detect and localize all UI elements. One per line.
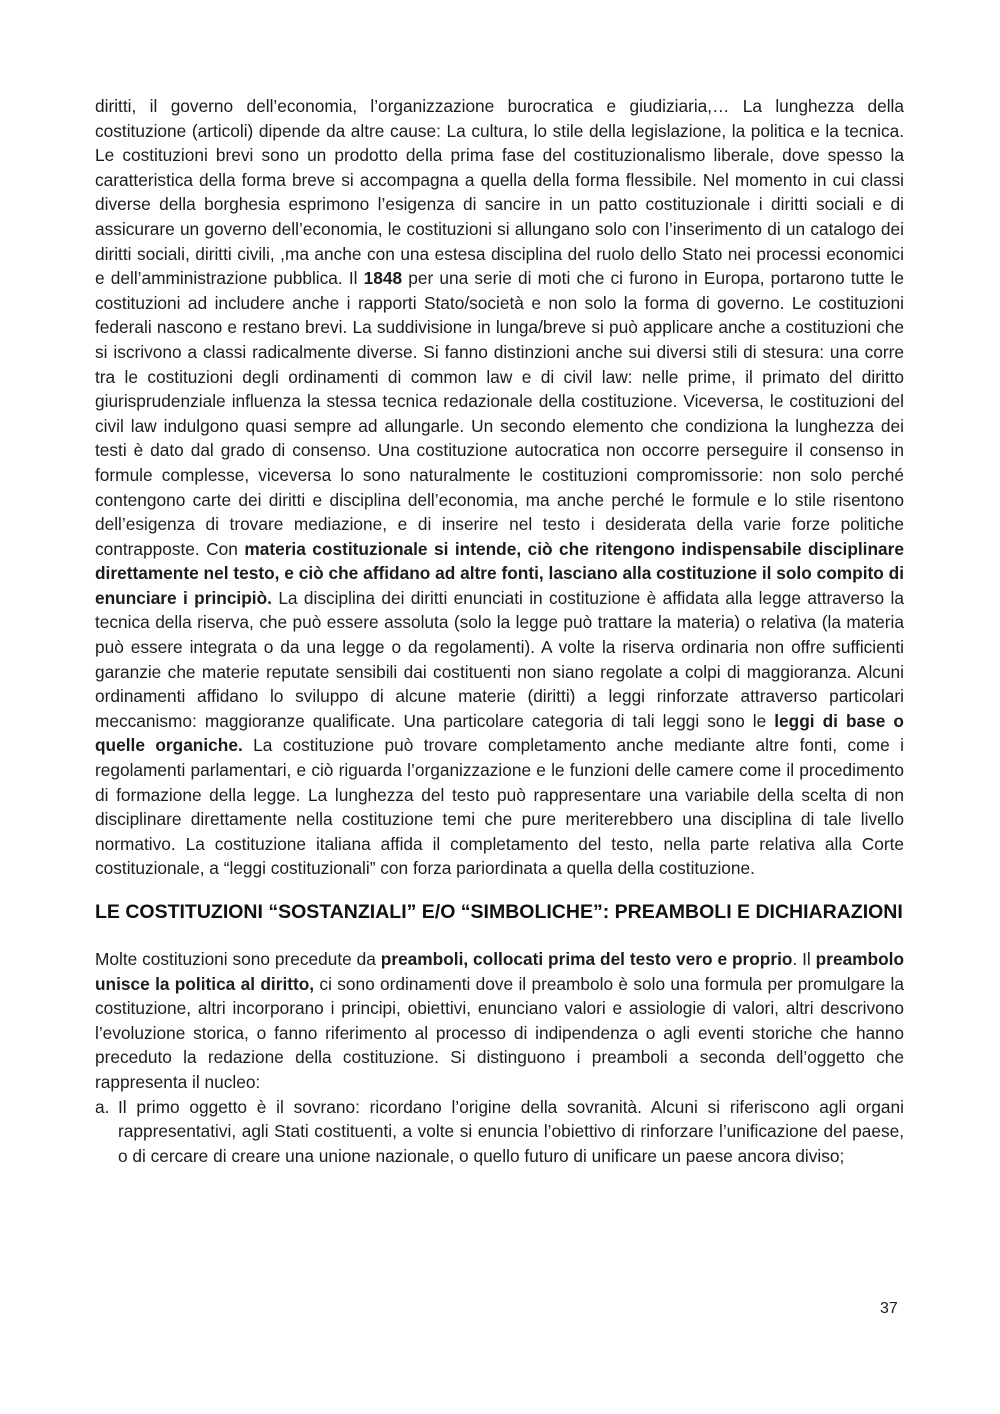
- body-paragraph: [95, 94, 904, 881]
- bold-text-run: preamboli, collocati prima del testo vero e proprio: [380, 949, 793, 969]
- bold-text-run: 1848: [363, 268, 403, 289]
- text-run: Molte costituzioni sono precedute da: [95, 949, 381, 969]
- lettered-list: [95, 1095, 904, 1169]
- text-run: La disciplina dei diritti enunciati in costituzione è affidata alla legge attraverso la tecnica della riserva, che può essere assoluta (solo la legge può trattare la materia) o relativa (la materia può essere integrata o da una legge o da regolamenti). A volte la riserva ordinaria non offre sufficienti garanzie che materie reputate sensibili dai costituenti non siano regolate a colpi di maggioranza. Alcuni ordinamenti affidano lo sviluppo di alcune materie (diritti) a leggi rinforzate attraverso particolari meccanismo: maggioranze qualificate. Una particolare categoria di tali leggi sono le: [95, 587, 904, 731]
- body-paragraph: [95, 947, 904, 1095]
- text-run: La costituzione può trovare completamento anche mediante altre fonti, come i regolamenti parlamentari, e ciò riguarda l’organizzazione e le funzioni delle camere come il procedimento di formazione della legge. La lunghezza del testo può rappresentare una variabile della scelta di non disciplinare direttamente nella costituzione temi che pure meriterebbero una disciplina di tale livello normativo. La costituzione italiana affida il completamento del testo, nella parte relativa alla Corte costituzionale, a “leggi costituzionali” con forza pariordinata a quella della costituzione.: [95, 735, 905, 879]
- page-number: 37: [880, 1300, 898, 1317]
- text-run: per una serie di moti che ci furono in Europa, portarono tutte le costituzioni ad includere anche i rapporti Stato/società e non solo la forma di governo. Le costituzioni federali nascono e restano brevi. La suddivisione in lunga/breve si può applicare anche a costituzioni che si iscrivono a classi radicalmente diverse. Si fanno distinzioni anche sui diversi stili di stesura: una corre tra le costituzioni degli ordinamenti di common law e di civil law: nelle prime, il primato del diritto giurisprudenziale influenza la stessa tecnica redazionale della costituzione. Viceversa, le costituzioni del civil law indulgono quasi sempre ad allungarle. Un secondo elemento che condiziona la lunghezza dei testi è dato dal grado di consenso. Una costituzione autocratica non occorre perseguire il consenso in formule complesse, viceversa lo sono naturalmente le costituzioni compromissorie: non solo perché contengono carte dei diritti e disciplina dell’economia, ma anche perché le formule e lo stile risentono dell’esigenza di trovare mediazione, e di inserire nel testo i desiderata della varie forze politiche contrapposte. Con: [95, 268, 905, 559]
- bold-text-run: preambolo unisce la politica al diritto,: [95, 949, 905, 994]
- list-marker: a.: [95, 1096, 110, 1117]
- bold-text-run: leggi di base o quelle organiche.: [95, 710, 904, 756]
- bold-text-run: materia costituzionale si intende, ciò che ritengono indispensabile disciplinare direttamente nel testo, e ciò che affidano ad altre fonti, lasciano alla costituzione il solo compito di enunciare i principiò.: [95, 538, 904, 608]
- text-run: diritti, il governo dell’economia, l’organizzazione burocratica e giudiziaria,… La lunghezza della costituzione (articoli) dipende da altre cause: La cultura, lo stile della legislazione, la politica e la tecnica. Le costituzioni brevi sono un prodotto della prima fase del costituzionalismo liberale, dove spesso la caratteristica della forma breve si accompagna a quella della forma flessibile. Nel momento in cui classi diverse della borghesia esprimono l’esigenza di sancire in un patto costituzionale i diritti sociali e di assicurare un governo dell’economia, le costituzioni si allungano solo con l’inserimento di un catalogo dei diritti sociali, diritti civili, ,ma anche con una estesa disciplina del ruolo dello Stato nei processi economici e dell’amministrazione pubblica. Il: [95, 96, 904, 289]
- text-run: . Il: [792, 949, 816, 969]
- list-item: [95, 1095, 904, 1169]
- list-item-text: Il primo oggetto è il sovrano: ricordano l’origine della sovranità. Alcuni si riferiscono agli organi rappresentativi, agli Stati costituenti, a volte si enuncia l’obiettivo di rinforzare l’unificazione del paese, o di cercare di creare una unione nazionale, o quello futuro di unificare un paese ancora diviso;: [118, 1096, 904, 1166]
- text-run: ci sono ordinamenti dove il preambolo è solo una formula per promulgare la costituzione, altri incorporano i principi, obiettivi, enunciano valori e assiologie di valori, altri descrivono l’evoluzione storica, o fanno riferimento al processo di indipendenza o agli eventi storiche che hanno preceduto la redazione della costituzione. Si distinguono i preamboli a seconda dell’oggetto che rappresenta il nucleo:: [95, 973, 904, 1092]
- document-page: [95, 94, 904, 1168]
- section-heading: LE COSTITUZIONI “SOSTANZIALI” E/O “SIMBOLICHE”: PREAMBOLI E DICHIARAZIONI: [95, 901, 903, 923]
